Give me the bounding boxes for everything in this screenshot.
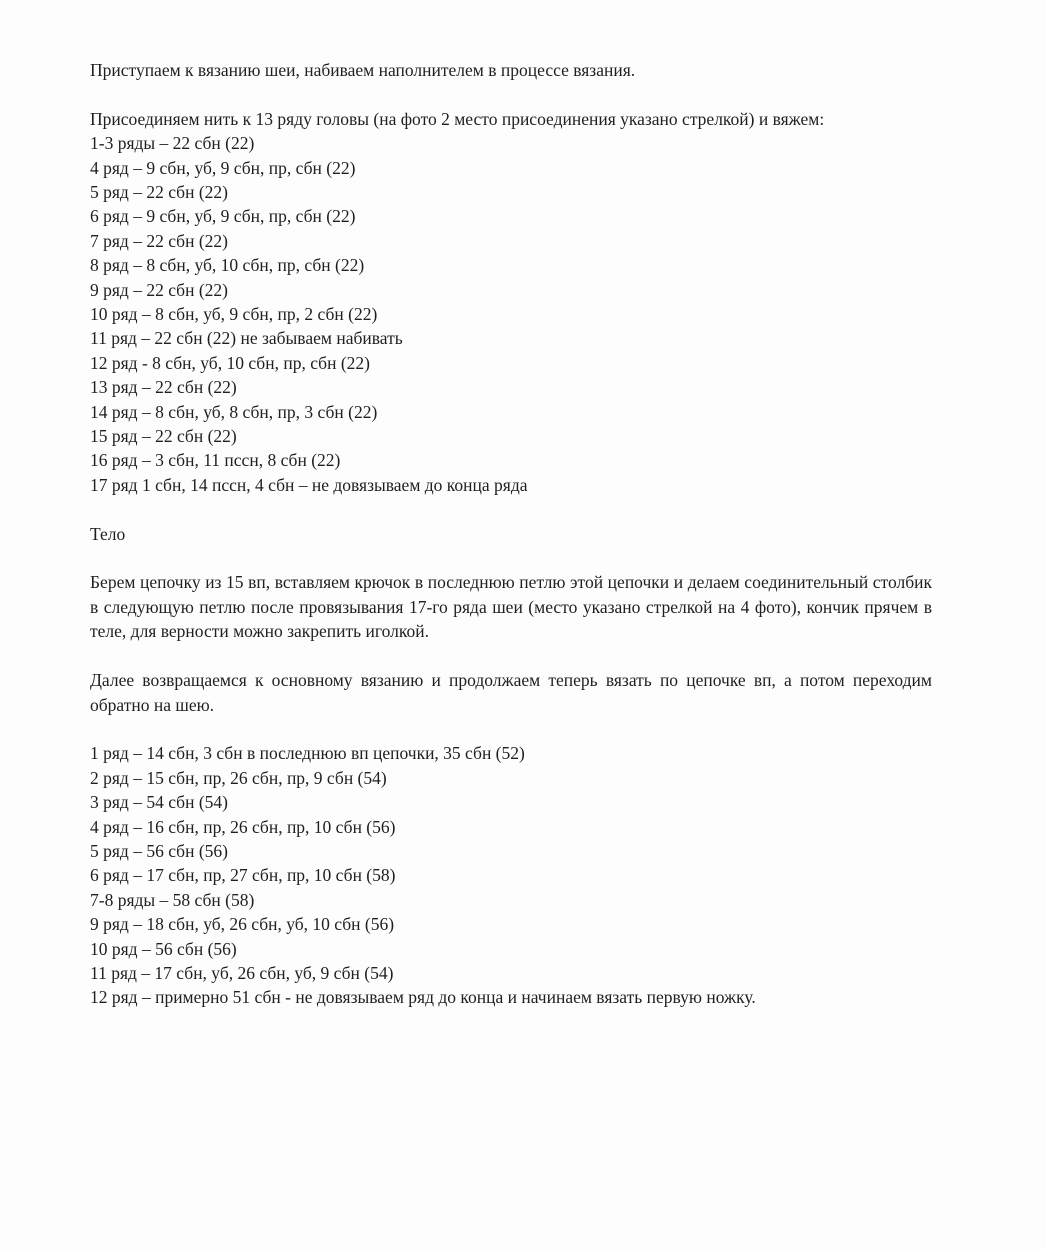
body-row: 7-8 ряды – 58 сбн (58) [90,889,255,910]
neck-row: 8 ряд – 8 сбн, уб, 10 сбн, пр, сбн (22) [90,255,365,276]
neck-row: 5 ряд – 22 сбн (22) [90,182,228,203]
body-row: 5 ряд – 56 сбн (56) [90,840,228,861]
neck-row: 9 ряд – 22 сбн (22) [90,279,228,300]
body-chain-instruction: Берем цепочку из 15 вп, вставляем крючок в последнюю петлю этой цепочки и делаем соединительный столбик в следующую петлю после провязывания 17-го ряда шеи (место указано стрелкой на 4 фото), кончик прячем в теле, для верности можно закрепить иголкой. [90,572,932,642]
neck-row: 10 ряд – 8 сбн, уб, 9 сбн, пр, 2 сбн (22) [90,304,378,325]
body-row: 12 ряд – примерно 51 сбн - не довязываем ряд до конца и начинаем вязать первую ножку. [90,987,756,1008]
document-body [90,58,932,1010]
neck-row: 6 ряд – 9 сбн, уб, 9 сбн, пр, сбн (22) [90,206,356,227]
body-row: 3 ряд – 54 сбн (54) [90,792,228,813]
neck-row: 15 ряд – 22 сбн (22) [90,426,237,447]
body-row: 2 ряд – 15 сбн, пр, 26 сбн, пр, 9 сбн (54) [90,767,387,788]
paragraph-gap [90,644,932,668]
paragraph-gap [90,497,932,521]
neck-join-instruction: Присоединяем нить к 13 ряду головы (на фото 2 место присоединения указано стрелкой) и вяжем: [90,108,825,129]
neck-row: 7 ряд – 22 сбн (22) [90,230,228,251]
body-row: 10 ряд – 56 сбн (56) [90,938,237,959]
body-row: 9 ряд – 18 сбн, уб, 26 сбн, уб, 10 сбн (56) [90,914,395,935]
neck-intro: Приступаем к вязанию шеи, набиваем наполнителем в процессе вязания. [90,60,636,80]
neck-row: 13 ряд – 22 сбн (22) [90,377,237,398]
body-continue-instruction: Далее возвращаемся к основному вязанию и продолжаем теперь вязать по цепочке вп, а потом переходим обратно на шею. [90,670,932,715]
paragraph-gap [90,82,932,106]
neck-row: 16 ряд – 3 сбн, 11 пссн, 8 сбн (22) [90,450,341,471]
paragraph-gap [90,546,932,570]
neck-row: 17 ряд 1 сбн, 14 пссн, 4 сбн – не довязываем до конца ряда [90,474,528,495]
neck-row: 12 ряд - 8 сбн, уб, 10 сбн, пр, сбн (22) [90,352,370,373]
neck-rows-list [90,131,932,497]
neck-row: 4 ряд – 9 сбн, уб, 9 сбн, пр, сбн (22) [90,157,356,178]
neck-row: 1-3 ряды – 22 сбн (22) [90,133,255,154]
body-heading: Тело [90,523,126,544]
neck-row: 11 ряд – 22 сбн (22) не забываем набивать [90,328,403,349]
body-row: 4 ряд – 16 сбн, пр, 26 сбн, пр, 10 сбн (56) [90,816,396,837]
paragraph-gap [90,717,932,741]
body-row: 11 ряд – 17 сбн, уб, 26 сбн, уб, 9 сбн (54) [90,962,394,983]
body-row: 1 ряд – 14 сбн, 3 сбн в последнюю вп цепочки, 35 сбн (52) [90,743,525,764]
body-rows-list [90,741,932,1009]
body-row: 6 ряд – 17 сбн, пр, 27 сбн, пр, 10 сбн (58) [90,865,396,886]
neck-row: 14 ряд – 8 сбн, уб, 8 сбн, пр, 3 сбн (22) [90,401,378,422]
